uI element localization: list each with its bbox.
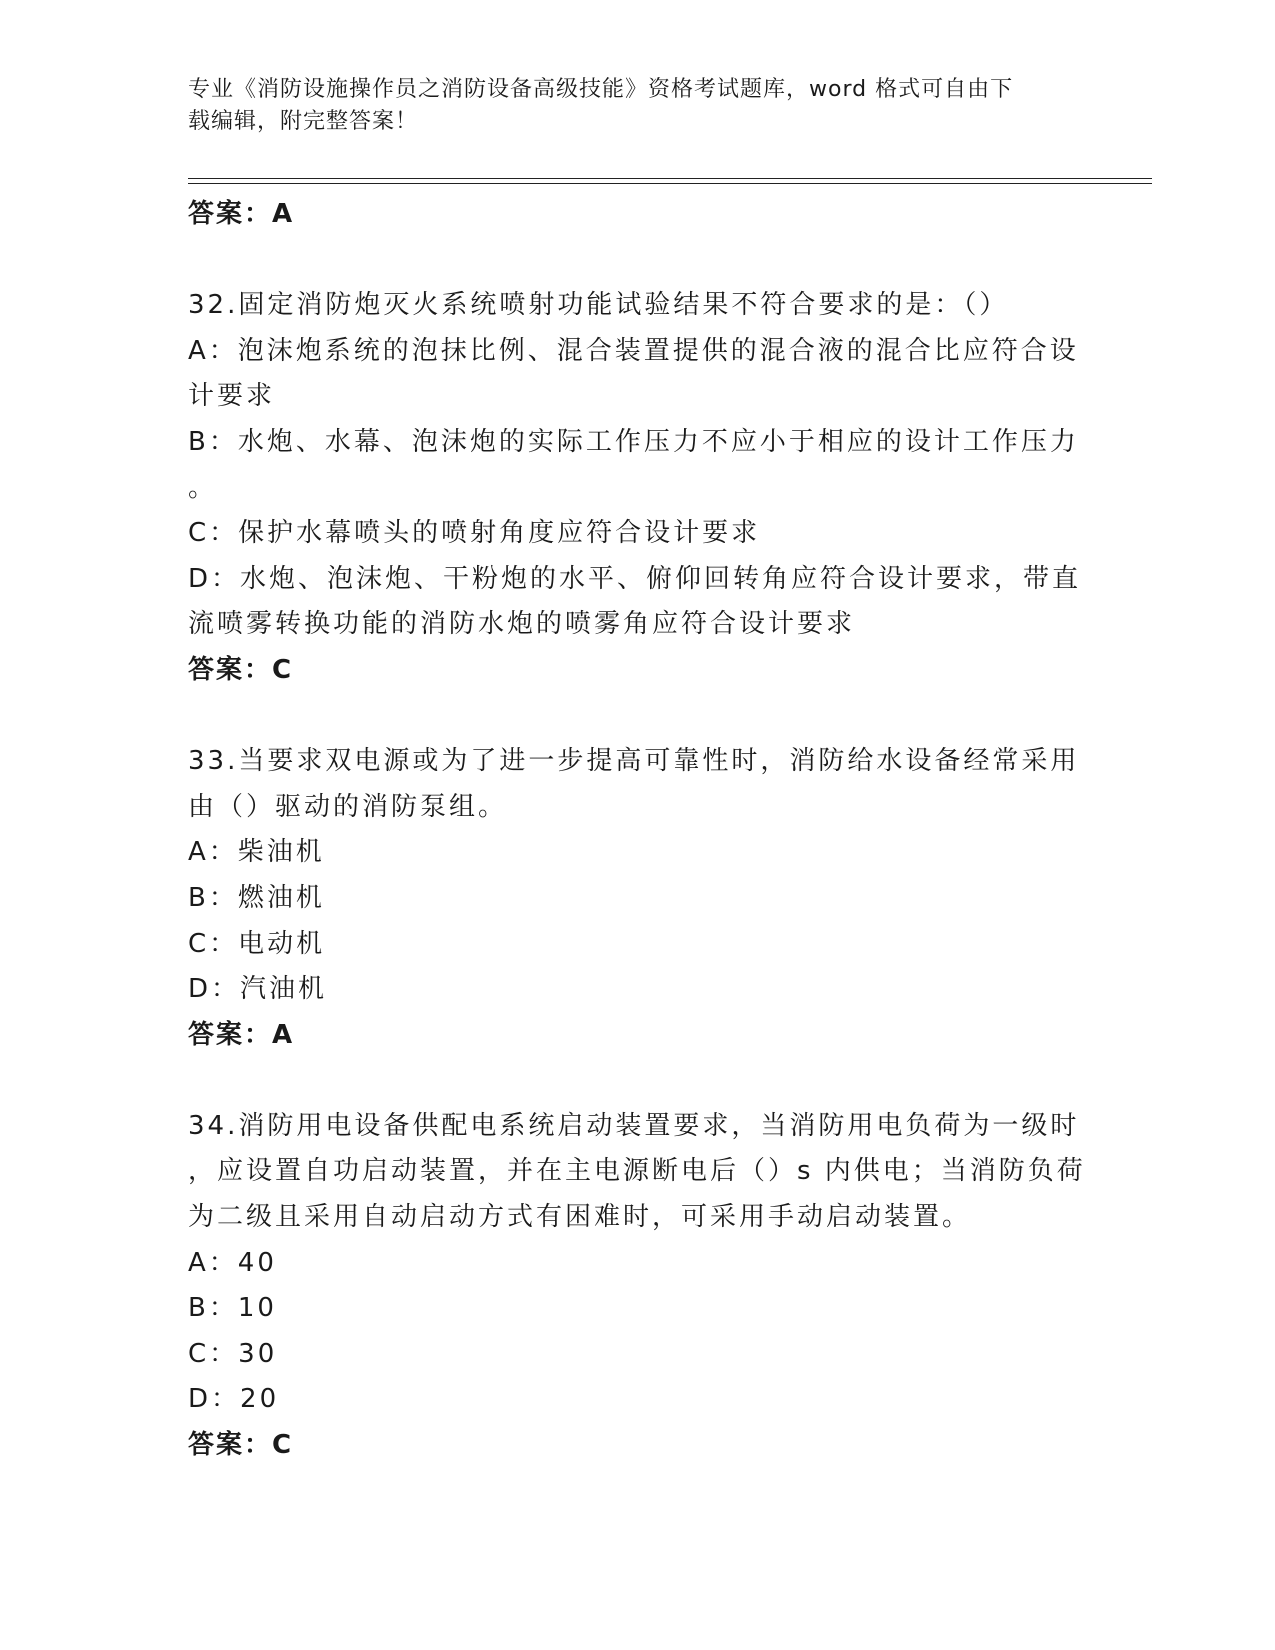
option-b: B：水炮、水幕、泡沫炮的实际工作压力不应小于相应的设计工作压力	[188, 426, 1079, 457]
header-divider-bottom	[188, 183, 1152, 184]
question-34	[188, 1104, 1088, 1469]
page-header	[188, 74, 1068, 138]
question-content	[188, 192, 1088, 1469]
header-line-1: 专业《消防设施操作员之消防设备高级技能》资格考试题库，word 格式可自由下	[188, 77, 1014, 102]
option-a: A：40	[188, 1247, 277, 1278]
question-33	[188, 739, 1088, 1058]
answer: 答案：C	[188, 1430, 294, 1461]
option-c: C：30	[188, 1338, 278, 1369]
option-c: C：保护水幕喷头的喷射角度应符合设计要求	[188, 518, 761, 549]
option-b-continued: 。	[188, 472, 218, 503]
answer: 答案：C	[188, 654, 294, 685]
option-a-continued: 计要求	[188, 381, 276, 412]
question-stem: 32.固定消防炮灭火系统喷射功能试验结果不符合要求的是：（）	[188, 290, 1009, 321]
spacer	[188, 238, 1088, 284]
option-a: A：泡沫炮系统的泡抹比例、混合装置提供的混合液的混合比应符合设	[188, 335, 1079, 366]
question-stem: 33.当要求双电源或为了进一步提高可靠性时，消防给水设备经常采用	[188, 746, 1080, 777]
option-d-continued: 流喷雾转换功能的消防水炮的喷雾角应符合设计要求	[188, 609, 856, 640]
header-divider-top	[188, 178, 1152, 179]
option-d: D：20	[188, 1384, 280, 1415]
option-d: D：汽油机	[188, 974, 328, 1005]
question-stem-continued: 为二级且采用自动启动方式有困难时，可采用手动启动装置。	[188, 1202, 972, 1233]
header-line-2: 载编辑，附完整答案！	[188, 109, 419, 134]
option-d: D：水炮、泡沫炮、干粉炮的水平、俯仰回转角应符合设计要求，带直	[188, 563, 1082, 594]
option-b: B：10	[188, 1293, 277, 1324]
question-stem-continued: 由（）驱动的消防泵组。	[188, 791, 508, 822]
option-b: B：燃油机	[188, 882, 325, 913]
option-c: C：电动机	[188, 928, 326, 959]
option-a: A：柴油机	[188, 837, 325, 868]
answer: 答案：A	[188, 1019, 295, 1050]
spacer	[188, 1058, 1088, 1104]
spacer	[188, 694, 1088, 740]
question-stem: 34.消防用电设备供配电系统启动装置要求，当消防用电负荷为一级时	[188, 1110, 1080, 1141]
question-stem-continued: ，应设置自功启动装置，并在主电源断电后（）s 内供电；当消防负荷	[188, 1156, 1086, 1187]
previous-answer: 答案：A	[188, 199, 295, 229]
question-32	[188, 283, 1088, 693]
